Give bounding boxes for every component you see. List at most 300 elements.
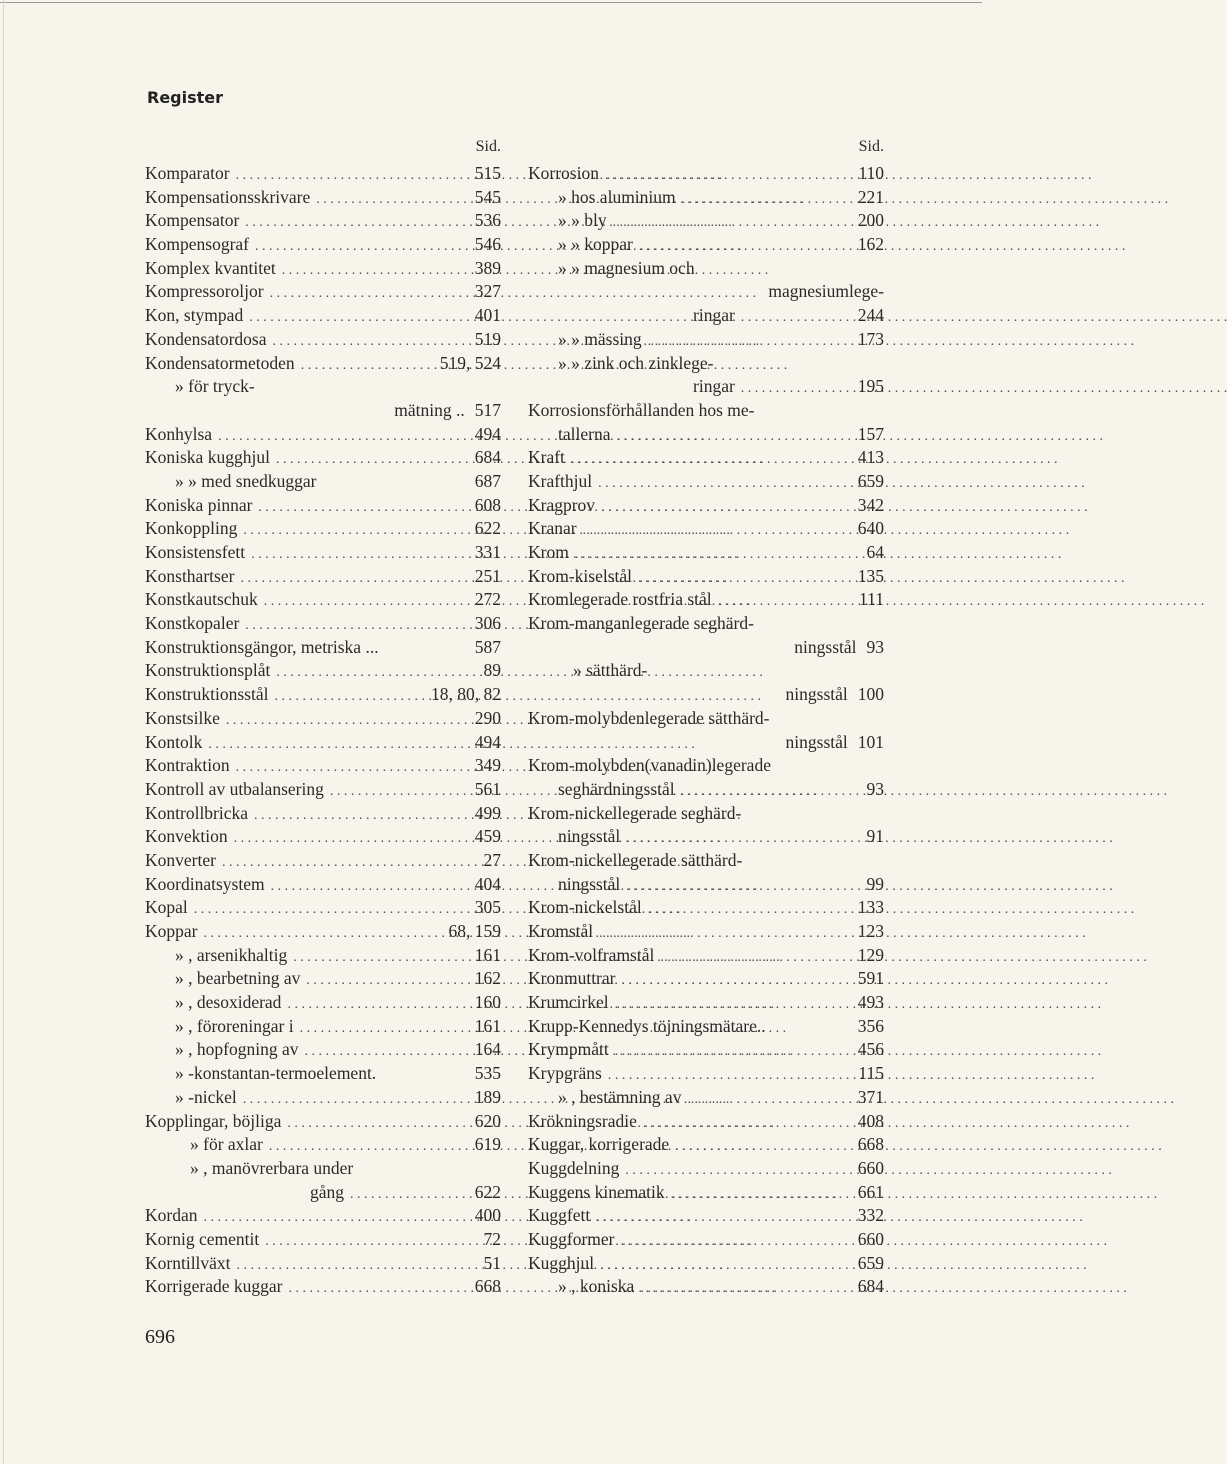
leader-dots	[621, 1230, 852, 1254]
leader-dots	[249, 306, 469, 330]
index-entry	[145, 802, 501, 826]
index-entry	[528, 209, 884, 233]
index-entry	[145, 754, 501, 778]
leader-dots	[301, 354, 434, 378]
leader-dots	[300, 1017, 469, 1041]
leader-dots	[596, 1206, 852, 1230]
index-entry	[528, 873, 884, 897]
index-entry	[145, 896, 501, 920]
index-entry	[145, 280, 501, 304]
entry-page: 356	[857, 1015, 884, 1036]
entry-page: 195	[857, 376, 884, 397]
index-entry	[145, 731, 501, 755]
entry-term: Konvektion	[145, 826, 228, 847]
entry-page: 342	[857, 494, 884, 515]
leader-dots	[600, 1254, 852, 1278]
index-entry	[528, 825, 884, 849]
leader-dots	[236, 164, 469, 188]
entry-term: Konhylsa	[145, 423, 213, 444]
index-entry	[528, 588, 884, 612]
index-entry	[528, 1110, 884, 1134]
entry-term: Kontraktion	[145, 755, 230, 776]
index-entry	[145, 1110, 501, 1134]
entry-page: 684	[857, 1276, 884, 1297]
entry-term: Krom-nickellegerade sätthärd-	[528, 849, 743, 870]
index-entry	[145, 1181, 501, 1205]
entry-term: seghärdningsstål	[558, 778, 675, 799]
entry-page: 620	[474, 1110, 501, 1131]
entry-page: 619	[474, 1134, 501, 1155]
index-entry	[145, 328, 501, 352]
index-entry	[145, 612, 501, 636]
entry-term: Kuggformer	[528, 1228, 615, 1249]
entry-page: 251	[474, 565, 501, 586]
entry-term: Kontolk	[145, 731, 203, 752]
leader-dots	[194, 898, 469, 922]
index-entry	[528, 849, 884, 873]
leader-dots	[583, 519, 852, 543]
leader-dots	[613, 211, 852, 235]
section-header: Register	[147, 88, 224, 107]
index-entry	[145, 1228, 501, 1252]
index-entry	[145, 446, 501, 470]
index-entry	[528, 731, 884, 755]
entry-page: 111	[859, 589, 884, 610]
index-entry	[145, 944, 501, 968]
entry-page: 173	[857, 328, 884, 349]
leader-dots	[626, 827, 860, 851]
leader-dots	[237, 1254, 478, 1278]
entry-page: 519, 524	[439, 352, 501, 373]
entry-page: 499	[474, 802, 501, 823]
index-entry	[528, 162, 884, 186]
index-entry	[528, 754, 884, 778]
entry-page: 660	[857, 1157, 884, 1178]
index-entry	[528, 1181, 884, 1205]
entry-term: Krom-nickelstål	[528, 897, 642, 918]
index-entry	[528, 446, 884, 470]
entry-term: ningsstål	[558, 826, 621, 847]
entry-term: gång	[310, 1181, 345, 1202]
entry-term: ningsstål	[785, 731, 848, 752]
entry-term: Kordan	[145, 1205, 198, 1226]
leader-dots	[222, 851, 478, 875]
leader-dots	[616, 425, 851, 449]
entry-term: Kompressoroljor	[145, 281, 264, 302]
entry-term: Koppar	[145, 921, 198, 941]
entry-page: 129	[857, 944, 884, 965]
entry-term: Korrosionsförhållanden hos me-	[528, 399, 755, 420]
leader-dots	[640, 1277, 851, 1301]
leader-dots	[243, 519, 468, 543]
leader-dots	[682, 188, 852, 212]
entry-term: ringar	[693, 376, 735, 397]
entry-term: Kornig cementit	[145, 1228, 260, 1249]
entry-page: 404	[474, 873, 501, 894]
leader-dots	[621, 969, 851, 993]
index-entry	[528, 470, 884, 494]
entry-term: Koordinatsystem	[145, 873, 265, 894]
entry-page: 536	[474, 210, 501, 231]
entry-term: Kronmuttrar	[528, 968, 616, 989]
entry-term: Kontrollbricka	[145, 802, 249, 823]
entry-term: Korrosion	[528, 163, 599, 183]
index-entry	[145, 470, 501, 494]
index-entry	[528, 565, 884, 589]
entry-page: 587	[474, 636, 501, 657]
index-entry	[145, 683, 501, 707]
index-column-left	[145, 138, 501, 1299]
entry-term: » » mässing	[558, 328, 642, 349]
page-number: 696	[145, 1326, 175, 1348]
index-entry	[528, 1157, 884, 1181]
entry-term: Konstruktionsstål	[145, 684, 269, 705]
entry-term: » » magnesium och	[558, 257, 695, 278]
entry-page: 161	[474, 1015, 501, 1036]
entry-term: Komparator	[145, 163, 230, 183]
index-entry	[528, 280, 884, 304]
index-entry	[145, 659, 501, 683]
index-entry	[528, 778, 884, 802]
entry-term: » -nickel	[175, 1086, 237, 1107]
leader-dots	[287, 993, 468, 1017]
entry-term: » » bly	[558, 210, 607, 231]
leader-dots	[287, 1112, 468, 1136]
leader-dots	[625, 1159, 851, 1183]
entry-page: 244	[857, 305, 884, 326]
index-entry	[528, 399, 884, 423]
entry-term: » hos aluminium	[558, 186, 676, 207]
index-entry	[145, 825, 501, 849]
entry-term: » , manövrerbara under	[190, 1157, 354, 1178]
leader-dots	[203, 922, 442, 946]
entry-term: Kranar	[528, 518, 577, 539]
index-entry	[528, 1062, 884, 1086]
entry-page: 622	[474, 518, 501, 539]
entry-page: 668	[857, 1134, 884, 1155]
entry-page: 389	[474, 257, 501, 278]
entry-term: Krom-kiselstål	[528, 565, 633, 586]
entry-term: Kromlegerade rostfria stål	[528, 589, 712, 610]
leader-dots	[350, 1183, 469, 1207]
index-entry	[528, 967, 884, 991]
entry-term: Konverter	[145, 849, 216, 870]
index-entry	[528, 802, 884, 826]
entry-page: 668	[474, 1276, 501, 1297]
index-entry	[528, 304, 884, 328]
leader-dots	[226, 709, 469, 733]
leader-dots	[245, 211, 468, 235]
entry-page: 305	[474, 897, 501, 918]
entry-term: » -konstantan-termoelement.	[175, 1063, 377, 1084]
entry-term: » » zink och zinklege-	[558, 352, 714, 373]
entry-page: 622	[474, 1181, 501, 1202]
entry-page: 684	[474, 447, 501, 468]
leader-dots	[255, 235, 469, 259]
leader-dots	[245, 614, 468, 638]
leader-dots	[638, 567, 852, 591]
entry-term: » » koppar	[558, 234, 633, 255]
entry-page: 493	[857, 992, 884, 1013]
leader-dots	[258, 496, 468, 520]
entry-term: Krom-molybden(vanadin)legerade	[528, 755, 771, 776]
leader-dots	[218, 425, 469, 449]
entry-page: 123	[857, 921, 884, 941]
entry-page: 72	[483, 1228, 501, 1249]
entry-page: 100	[857, 684, 884, 705]
index-entry	[528, 1086, 884, 1110]
entry-page: 93	[866, 636, 884, 657]
leader-dots	[271, 875, 469, 899]
entry-term: Kraft	[528, 447, 565, 468]
index-column-right	[528, 138, 884, 1299]
leader-dots	[203, 1206, 468, 1230]
leader-dots	[304, 1040, 468, 1064]
entry-page: 68, 159	[448, 921, 501, 941]
index-entry	[145, 399, 501, 423]
index-entry	[145, 209, 501, 233]
index-entry	[528, 896, 884, 920]
entry-page: 640	[857, 518, 884, 539]
entry-page: 99	[866, 873, 884, 894]
leader-dots	[273, 330, 469, 354]
entry-page: 332	[857, 1205, 884, 1226]
index-entry	[145, 494, 501, 518]
index-entry	[145, 304, 501, 328]
entry-term: Kondensatormetoden	[145, 352, 295, 373]
entry-term: Konsthartser	[145, 565, 235, 586]
index-entry	[528, 541, 884, 565]
leader-dots	[316, 188, 469, 212]
leader-dots	[648, 330, 852, 354]
entry-term: ningsstål	[558, 873, 621, 894]
entry-page: 517	[474, 399, 501, 420]
leader-dots	[575, 543, 861, 567]
sid-label: Sid.	[475, 138, 501, 155]
leader-dots	[274, 685, 425, 709]
entry-page: 306	[474, 613, 501, 634]
entry-page: 401	[474, 305, 501, 326]
index-entry	[145, 1086, 501, 1110]
index-list-left	[145, 162, 501, 1299]
index-entry	[528, 233, 884, 257]
leader-dots	[270, 282, 469, 306]
entry-page: 162	[474, 968, 501, 989]
index-entry	[145, 873, 501, 897]
index-entry	[528, 636, 884, 660]
entry-page: 608	[474, 494, 501, 515]
entry-page: 561	[474, 778, 501, 799]
leader-dots	[615, 993, 852, 1017]
entry-term: Kompensograf	[145, 234, 250, 255]
entry-term: Konstruktionsplåt	[145, 660, 271, 681]
entry-page: 371	[857, 1086, 884, 1107]
entry-term: Korntillväxt	[145, 1252, 231, 1273]
index-entry	[145, 517, 501, 541]
entry-page: 408	[857, 1110, 884, 1131]
index-entry	[528, 659, 884, 683]
entry-page: 51	[483, 1252, 501, 1273]
entry-term: Kuggfett	[528, 1205, 591, 1226]
entry-term: Kopplingar, böjliga	[145, 1110, 282, 1131]
leader-dots	[282, 259, 469, 283]
leader-dots	[599, 922, 852, 946]
entry-term: » , bestämning av	[558, 1086, 682, 1107]
entry-term: » , koniska	[558, 1276, 635, 1297]
leader-dots	[741, 306, 852, 330]
index-entry	[528, 328, 884, 352]
entry-page: 535	[474, 1063, 501, 1084]
entry-page: 545	[474, 186, 501, 207]
leader-dots	[601, 496, 852, 520]
entry-term: Kuggdelning	[528, 1157, 620, 1178]
entry-term: Krom-volframstål	[528, 944, 655, 965]
entry-term: Kompensator	[145, 210, 240, 231]
entry-term: ringar	[693, 305, 735, 326]
entry-term: Krypgräns	[528, 1063, 602, 1084]
entry-page: 494	[474, 423, 501, 444]
index-entry	[145, 778, 501, 802]
entry-term: Kuggens kinematik	[528, 1181, 665, 1202]
index-entry	[528, 612, 884, 636]
entry-page: 91	[866, 826, 884, 847]
index-entry	[145, 541, 501, 565]
index-entry	[528, 944, 884, 968]
leader-dots	[264, 590, 469, 614]
entry-page: 164	[474, 1039, 501, 1060]
entry-term: Konstsilke	[145, 707, 220, 728]
index-entry	[145, 588, 501, 612]
entry-term: Kontroll av utbalansering	[145, 778, 324, 799]
leader-dots	[615, 1040, 852, 1064]
entry-term: ningsstål	[794, 636, 857, 657]
entry-term: Krympmått	[528, 1039, 609, 1060]
entry-term: » för tryck-	[175, 376, 255, 397]
index-entry	[145, 186, 501, 210]
entry-page: 27	[483, 849, 501, 870]
entry-page: 659	[857, 1252, 884, 1273]
entry-term: Koniska kugghjul	[145, 447, 270, 468]
entry-term: Konsistensfett	[145, 542, 246, 562]
leader-dots	[251, 543, 469, 567]
entry-page: 89	[483, 660, 501, 681]
top-rule	[0, 2, 982, 3]
entry-term: Krom-nickellegerade seghärd-	[528, 802, 742, 823]
entry-term: Konstkopaler	[145, 613, 240, 634]
entry-page: 327	[474, 281, 501, 302]
entry-term: Kon, stympad	[145, 305, 244, 326]
entry-term: » , bearbetning av	[175, 968, 301, 989]
leader-dots	[648, 898, 852, 922]
index-entry	[145, 423, 501, 447]
entry-term: Komplex kvantitet	[145, 257, 276, 278]
entry-term: Krökningsradie	[528, 1110, 637, 1131]
index-entry	[145, 375, 501, 399]
entry-term: Krumcirkel	[528, 992, 609, 1013]
entry-term: » , hopfogning av	[175, 1039, 299, 1060]
leader-dots	[276, 448, 469, 472]
index-entry	[528, 1015, 884, 1039]
leader-dots	[687, 1088, 851, 1112]
leader-dots	[643, 1112, 852, 1136]
entry-term: Kopal	[145, 897, 188, 918]
index-entry	[145, 1015, 501, 1039]
entry-term: Kragprov	[528, 494, 596, 515]
index-entry	[145, 257, 501, 281]
leader-dots	[718, 590, 853, 614]
entry-page: 272	[474, 589, 501, 610]
entry-page: 661	[857, 1181, 884, 1202]
leader-dots	[234, 827, 469, 851]
index-entry	[528, 1133, 884, 1157]
index-entry	[145, 1157, 501, 1181]
page-edge	[3, 0, 4, 1464]
index-entry	[145, 849, 501, 873]
index-entry	[145, 991, 501, 1015]
entry-page: 162	[857, 234, 884, 255]
index-entry	[145, 707, 501, 731]
entry-page: 18, 80, 82	[431, 684, 501, 705]
index-entry	[145, 1062, 501, 1086]
entry-page: 331	[474, 542, 501, 562]
index-entry	[528, 352, 884, 376]
index-entry	[528, 920, 884, 944]
entry-term: Konstkautschuk	[145, 589, 258, 610]
entry-page: 221	[857, 186, 884, 207]
index-entry	[528, 423, 884, 447]
entry-term: Konstruktionsgängor, metriska ...	[145, 636, 379, 657]
entry-term: Konkoppling	[145, 518, 238, 539]
entry-term: Krom-molybdenlegerade sätthärd-	[528, 707, 770, 728]
entry-page: 101	[857, 731, 884, 752]
index-entry	[145, 233, 501, 257]
entry-term: magnesiumlege-	[768, 281, 884, 302]
leader-dots	[639, 235, 852, 259]
entry-page: 519	[474, 328, 501, 349]
index-entry	[528, 375, 884, 399]
entry-page: 687	[474, 470, 501, 491]
entry-term: Krafthjul	[528, 470, 593, 491]
index-entry	[145, 565, 501, 589]
entry-page: 659	[857, 470, 884, 491]
index-entry	[528, 1204, 884, 1228]
entry-page: 546	[474, 234, 501, 255]
index-entry	[145, 920, 501, 944]
entry-page: 591	[857, 968, 884, 989]
leader-dots	[681, 780, 861, 804]
entry-term: Kondensatordosa	[145, 328, 267, 349]
entry-page: 93	[866, 778, 884, 799]
entry-page: 349	[474, 755, 501, 776]
index-entry	[528, 494, 884, 518]
entry-term: ningsstål	[785, 684, 848, 705]
entry-term: » , arsenikhaltig	[175, 944, 288, 965]
entry-term: Krom	[528, 542, 569, 562]
index-entry	[528, 1038, 884, 1062]
index-entry	[145, 1204, 501, 1228]
entry-page: 110	[858, 163, 884, 183]
leader-dots	[306, 969, 468, 993]
leader-dots	[598, 472, 852, 496]
leader-dots	[243, 1088, 469, 1112]
index-entry	[528, 1252, 884, 1276]
leader-dots	[330, 780, 469, 804]
entry-page: 400	[474, 1205, 501, 1226]
entry-term: mätning ..	[394, 399, 465, 420]
entry-term: » för axlar	[190, 1134, 263, 1155]
entry-term: Krupp-Kennedys töjningsmätare..	[528, 1015, 766, 1036]
index-entry	[528, 186, 884, 210]
